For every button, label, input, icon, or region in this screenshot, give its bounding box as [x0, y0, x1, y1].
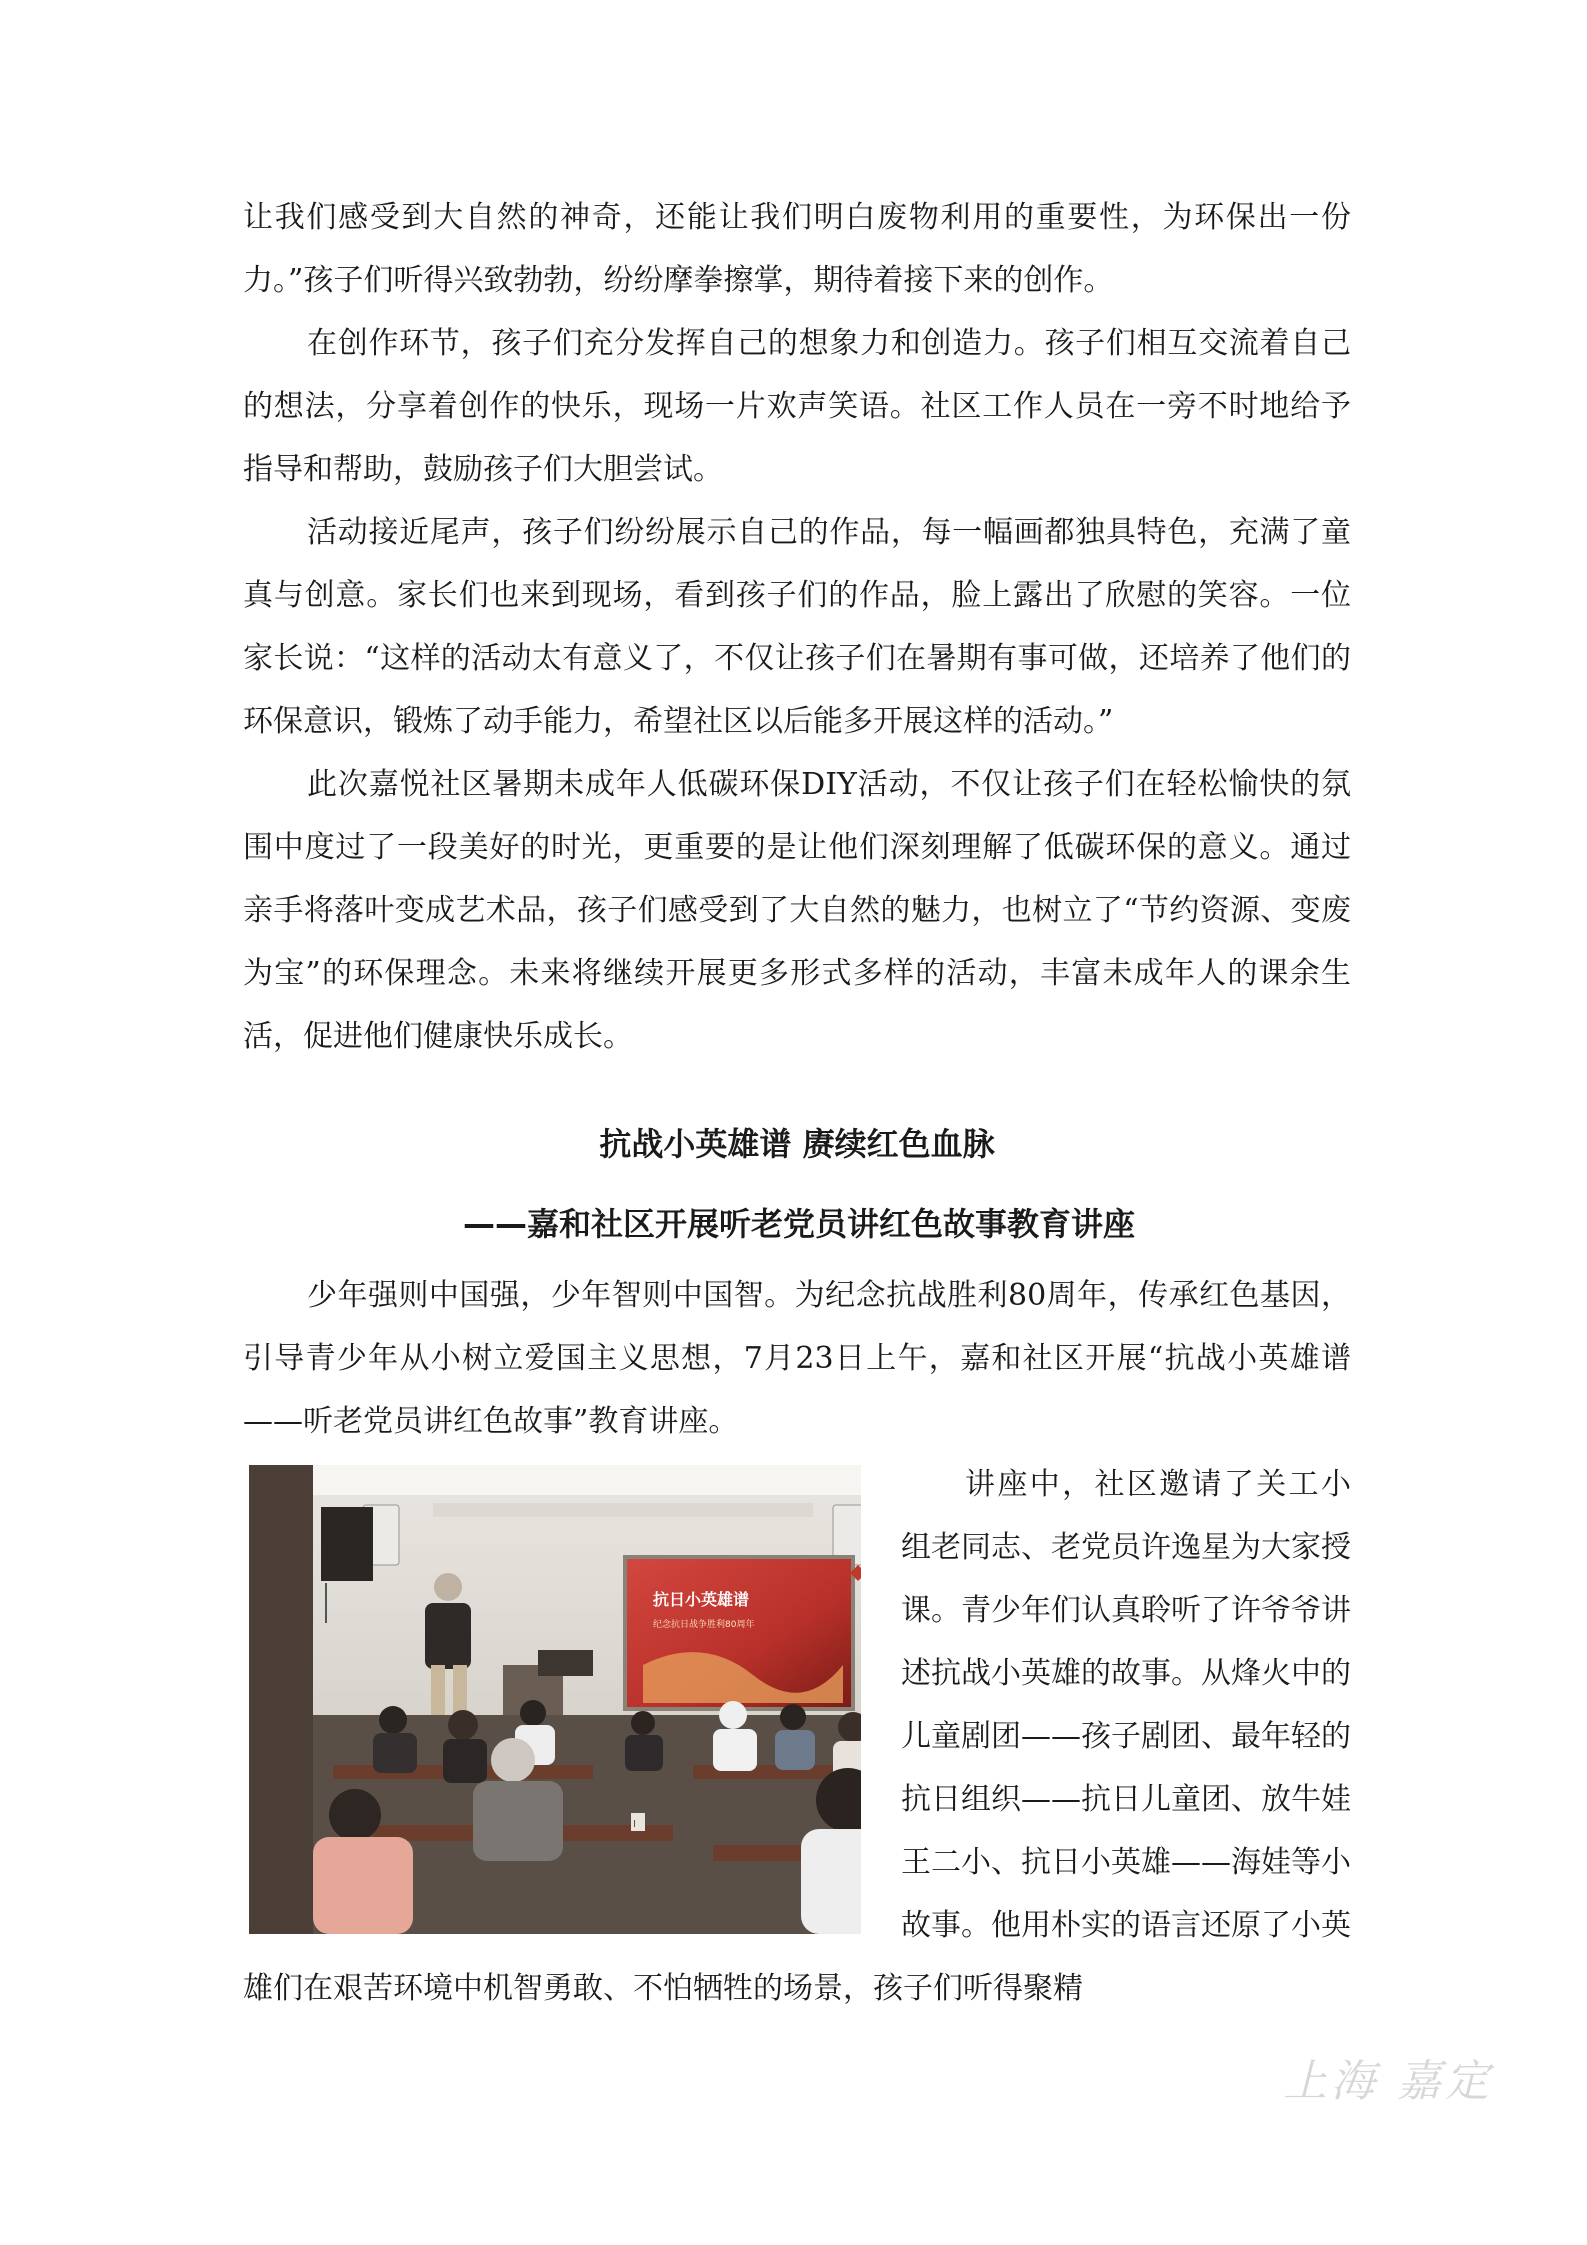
watermark-logo: 上海 嘉定 — [1283, 2056, 1493, 2107]
article-subtitle: ——嘉和社区开展听老党员讲红色故事教育讲座 — [463, 1205, 1136, 1243]
paragraph — [243, 1453, 1351, 2020]
article-photo — [249, 1465, 861, 1934]
article-title: 抗战小英雄谱 赓续红色血脉 — [599, 1125, 995, 1163]
screen-title: 抗日小英雄谱 — [653, 1590, 750, 1609]
paragraph-text: 讲座中，社区邀请了关工小组老同志、老党员许逸星为大家授课。青少年们认真聆听了许爷爷讲述抗战小英雄的故事。从烽火中的儿童剧团——孩子剧团、最年轻的抗日组织——抗日儿童团、放牛娃王二小、抗日小英雄——海娃等小故事。他用朴实的语言还原了小英雄们在艰苦环境中机智勇敢、不怕牺牲的场景，孩子们听得聚精 — [243, 1467, 1351, 2006]
paragraph: 少年强则中国强，少年智则中国智。为纪念抗战胜利80周年，传承红色基因，引导青少年从小树立爱国主义思想，7月23日上午，嘉和社区开展“抗战小英雄谱——听老党员讲红色故事”教育讲座。 — [243, 1278, 1351, 1439]
paragraph-continued: 让我们感受到大自然的神奇，还能让我们明白废物利用的重要性，为环保出一份力。”孩子们听得兴致勃勃，纷纷摩拳擦掌，期待着接下来的创作。 — [243, 200, 1351, 298]
table-sign: I — [633, 1819, 636, 1830]
paragraph: 此次嘉悦社区暑期未成年人低碳环保DIY活动，不仅让孩子们在轻松愉快的氛围中度过了一段美好的时光，更重要的是让他们深刻理解了低碳环保的意义。通过亲手将落叶变成艺术品，孩子们感受到了大自然的魅力，也树立了“节约资源、变废为宝”的环保理念。未来将继续开展更多形式多样的活动，丰富未成年人的课余生活，促进他们健康快乐成长。 — [243, 767, 1351, 1054]
paragraph: 活动接近尾声，孩子们纷纷展示自己的作品，每一幅画都独具特色，充满了童真与创意。家长们也来到现场，看到孩子们的作品，脸上露出了欣慰的笑容。一位家长说：“这样的活动太有意义了，不仅让孩子们在暑期有事可做，还培养了他们的环保意识，锻炼了动手能力，希望社区以后能多开展这样的活动。” — [243, 515, 1351, 739]
screen-subtitle: 纪念抗日战争胜利80周年 — [653, 1620, 755, 1630]
page-content — [243, 186, 1351, 2020]
paragraph: 在创作环节，孩子们充分发挥自己的想象力和创造力。孩子们相互交流着自己的想法，分享着创作的快乐，现场一片欢声笑语。社区工作人员在一旁不时地给予指导和帮助，鼓励孩子们大胆尝试。 — [243, 326, 1351, 487]
